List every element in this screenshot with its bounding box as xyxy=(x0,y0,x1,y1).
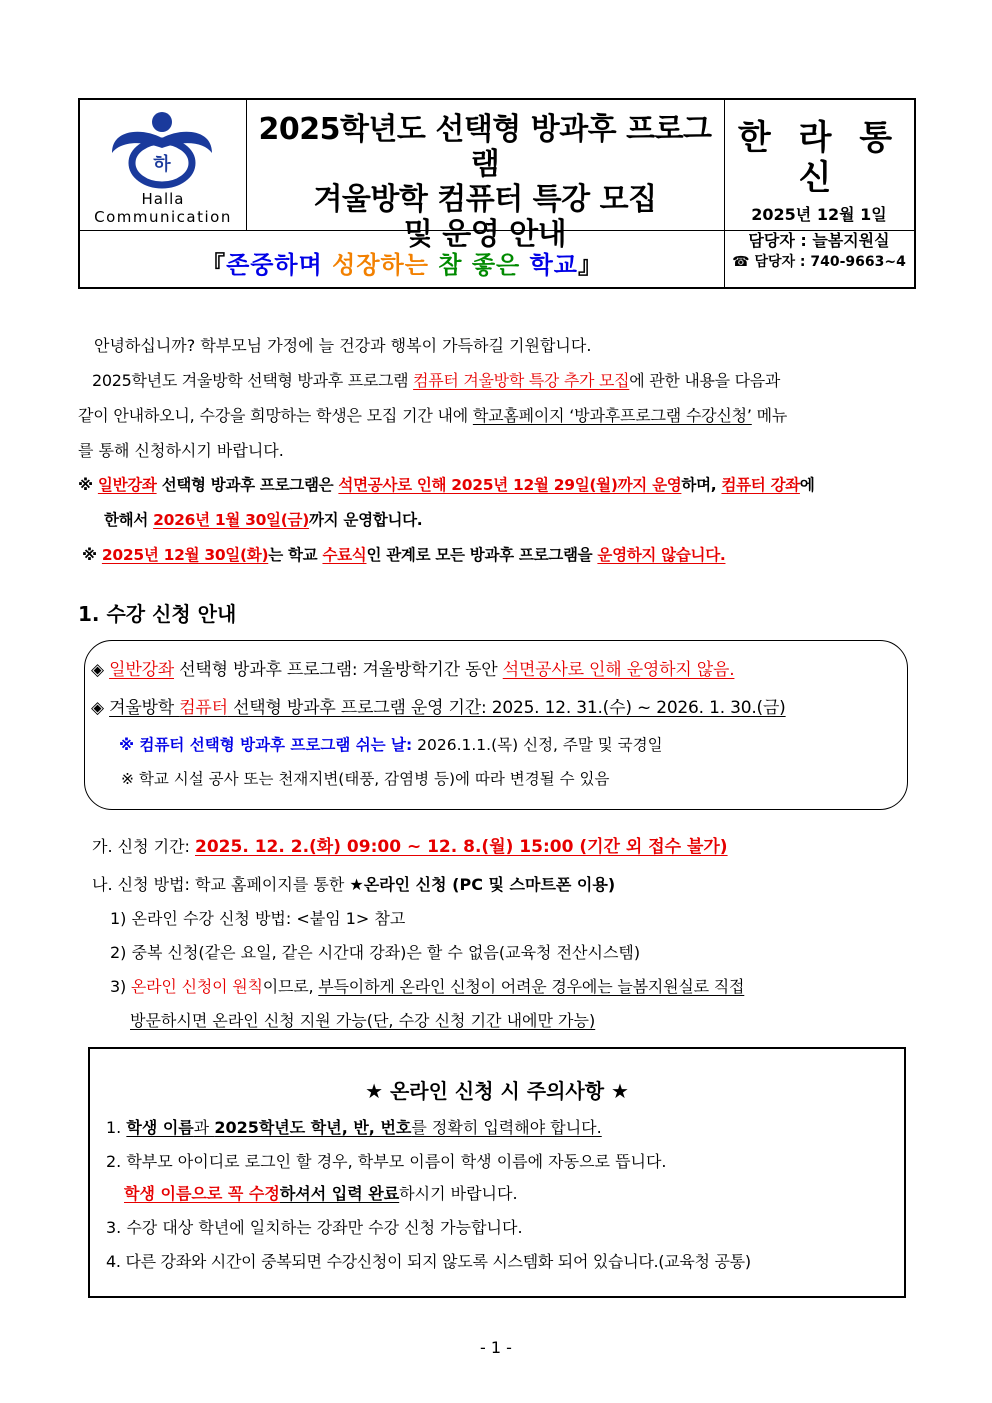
logo-cell xyxy=(80,100,247,230)
school-logo xyxy=(104,108,224,198)
note-1-b: 선택형 방과후 프로그램은 xyxy=(156,476,339,494)
notice-complete-input: 하셔서 입력 완료 xyxy=(279,1184,400,1203)
apply-method-value: ★온라인 신청 (PC 및 스마트폰 이용) xyxy=(349,875,616,894)
apply-method-label: 나. 신청 방법: 학교 홈페이지를 통한 xyxy=(92,875,350,894)
apply-period xyxy=(92,832,728,857)
online-principle: 온라인 신청이 원칙 xyxy=(130,977,263,996)
school-motto xyxy=(80,245,724,280)
intro-line-3-a: 같이 안내하오니, 수강을 희망하는 학생은 모집 기간 내에 xyxy=(78,406,473,425)
note-1-end-date: 2026년 1월 30일(금) xyxy=(153,511,309,529)
note-1-computer-course: 컴퓨터 강좌 xyxy=(721,476,800,494)
apply-sub-3-b: 이므로, xyxy=(262,977,319,996)
notice-item-1 xyxy=(106,1115,602,1138)
org-cell xyxy=(724,100,914,250)
title-line-2: 겨울방학 컴퓨터 특강 모집 xyxy=(313,182,657,217)
schedule-item-2-period: 선택형 방과후 프로그램 운영 기간: 2025. 12. 31.(수) ~ 2026. 1. 30.(금) xyxy=(227,698,786,718)
apply-sub-3-cont xyxy=(130,1008,595,1031)
intro-line-2-c: 에 관한 내용을 다음과 xyxy=(629,371,781,390)
apply-period-value: 2025. 12. 2.(화) 09:00 ~ 12. 8.(월) 15:00 (기간 외 접수 불가) xyxy=(195,837,728,857)
phone-icon: ☎ xyxy=(732,254,750,270)
notice-item-2: 2. 학부모 아이디로 로그인 할 경우, 학부모 이름이 학생 이름에 자동으로 뜹니다. xyxy=(106,1152,667,1171)
schedule-note-2: ※ 학교 시설 공사 또는 천재지변(태풍, 감염병 등)에 따라 변경될 수 있음 xyxy=(121,770,610,788)
note-2-date: 2025년 12월 30일(화) xyxy=(101,546,269,564)
notice-edit-name: 학생 이름으로 꼭 수정 xyxy=(124,1184,280,1203)
motto-close: 』 xyxy=(577,251,603,279)
note-2-not-operating: 운영하지 않습니다. xyxy=(597,546,726,564)
schedule-item-1-not-operating: 석면공사로 인해 운영하지 않음. xyxy=(502,660,735,680)
intro-line-4: 를 통해 신청하시기 바랍니다. xyxy=(78,441,284,460)
note-1-g: 한해서 xyxy=(104,511,154,529)
intro-highlight-computer-special: 컴퓨터 겨울방학 특강 추가 모집 xyxy=(413,371,630,390)
org-name: 한 라 통 신 xyxy=(737,118,901,198)
diamond-bullet-icon: ◈ xyxy=(91,698,104,718)
notes-block xyxy=(78,468,918,573)
notice-item-4: 4. 다른 강좌와 시간이 중복되면 수강신청이 되지 않도록 시스템화 되어 있습니다.(교육청 공통) xyxy=(106,1252,751,1271)
intro-line-1: 안녕하십니까? 학부모님 가정에 늘 건강과 행복이 가득하길 기원합니다. xyxy=(94,336,592,355)
schedule-item-1-general: 일반강좌 xyxy=(109,660,174,680)
note-2-b: 는 학교 xyxy=(268,546,323,564)
intro-line-2-a: 2025학년도 겨울방학 선택형 방과후 프로그램 xyxy=(92,371,414,390)
online-notice-box xyxy=(88,1047,906,1298)
note-2 xyxy=(78,538,918,573)
motto-word-5: 학교 xyxy=(529,251,578,279)
schedule-item-2-a: 겨울방학 xyxy=(109,698,180,718)
motto-word-3: 참 xyxy=(438,251,463,279)
intro-line-2 xyxy=(78,363,918,398)
notice-item-3: 3. 수강 대상 학년에 일치하는 강좌만 수강 신청 가능합니다. xyxy=(106,1218,523,1237)
schedule-item-1 xyxy=(91,655,734,680)
notice-item-1-num: 1. xyxy=(106,1118,127,1137)
apply-period-label: 가. 신청 기간: xyxy=(92,837,196,856)
issue-date: 2025년 12월 1일 xyxy=(751,205,887,224)
intro-line-3 xyxy=(78,398,918,433)
note-1-asbestos: 석면공사로 인해 2025년 12월 29일(월)까지 운영 xyxy=(338,476,682,494)
apply-sub-3 xyxy=(110,974,744,997)
diamond-bullet-icon: ◈ xyxy=(91,660,104,680)
note-1-d: 하며, xyxy=(681,476,722,494)
schedule-item-2-computer: 컴퓨터 xyxy=(179,698,228,718)
note-1 xyxy=(78,468,918,503)
note-1-cont xyxy=(78,503,918,538)
motto-cell xyxy=(80,230,725,287)
note-1-mark: ※ xyxy=(78,476,93,494)
note-2-d: 인 관계로 모든 방과후 프로그램을 xyxy=(366,546,598,564)
apply-method xyxy=(92,872,615,895)
notice-item-1-d: 를 정확히 입력해야 합니다. xyxy=(411,1118,602,1137)
holiday-label: ※ 컴퓨터 선택형 방과후 프로그램 쉬는 날: xyxy=(119,736,413,754)
notice-item-1-b: 과 xyxy=(193,1118,215,1137)
apply-sub-3-c: 부득이하게 온라인 신청이 어려운 경우에는 늘봄지원실로 직접 xyxy=(318,977,745,996)
section-title: 1. 수강 신청 안내 xyxy=(78,602,237,626)
holiday-dates: 2026.1.1.(목) 신정, 주말 및 국경일 xyxy=(412,736,663,754)
apply-sub-2: 2) 중복 신청(같은 요일, 같은 시간대 강좌)은 할 수 없음(교육청 전산시스템) xyxy=(110,943,641,962)
logo-text-communication: Communication xyxy=(94,208,232,226)
title-line-3: 및 운영 안내 xyxy=(403,217,567,252)
note-2-ceremony: 수료식 xyxy=(322,546,367,564)
motto-word-1: 존중하며 xyxy=(226,251,323,279)
schedule-item-2 xyxy=(91,693,786,718)
page-number: - 1 - xyxy=(480,1338,512,1357)
schedule-box xyxy=(84,640,908,810)
svg-text:하: 하 xyxy=(153,154,171,175)
notice-grade-class: 2025학년도 학년, 반, 번호 xyxy=(214,1118,412,1137)
schedule-item-1-b: 선택형 방과후 프로그램: 겨울방학기간 동안 xyxy=(173,660,503,680)
note-1-f: 에 xyxy=(799,476,815,494)
notice-item-2-tail: 하시기 바랍니다. xyxy=(399,1184,518,1203)
notice-student-name: 학생 이름 xyxy=(126,1118,194,1137)
notice-title: ★ 온라인 신청 시 주의사항 ★ xyxy=(365,1079,629,1103)
note-1-general-course: 일반강좌 xyxy=(97,476,157,494)
apply-sub-3-d: 방문하시면 온라인 신청 지원 가능(단, 수강 신청 기간 내에만 가능) xyxy=(130,1011,596,1030)
phone-cell xyxy=(724,230,914,287)
intro-paragraph xyxy=(78,328,918,468)
apply-sub-1: 1) 온라인 수강 신청 방법: <붙임 1> 참고 xyxy=(110,909,406,928)
intro-line-3-c: 메뉴 xyxy=(751,406,788,425)
motto-open: 『 xyxy=(201,251,227,279)
apply-sub-3-num: 3) xyxy=(110,977,131,996)
schedule-note-1 xyxy=(119,733,663,755)
note-2-mark: ※ xyxy=(82,546,97,564)
phone-number: 담당자 : 740-9663~4 xyxy=(754,254,906,270)
contact-dept: 담당자 : 늘봄지원실 xyxy=(748,231,890,250)
homepage-menu-ref: 학교홈페이지 ‘방과후프로그램 수강신청’ xyxy=(472,406,752,425)
logo-text-halla: Halla xyxy=(141,190,185,208)
note-1-i: 까지 운영합니다. xyxy=(308,511,423,529)
motto-word-2: 성장하는 xyxy=(332,251,429,279)
newsletter-header xyxy=(78,98,916,289)
title-line-1: 2025학년도 선택형 방과후 프로그램 xyxy=(258,112,712,182)
motto-word-4: 좋은 xyxy=(471,251,521,279)
title-cell xyxy=(246,100,725,252)
notice-item-2-cont xyxy=(124,1181,518,1204)
